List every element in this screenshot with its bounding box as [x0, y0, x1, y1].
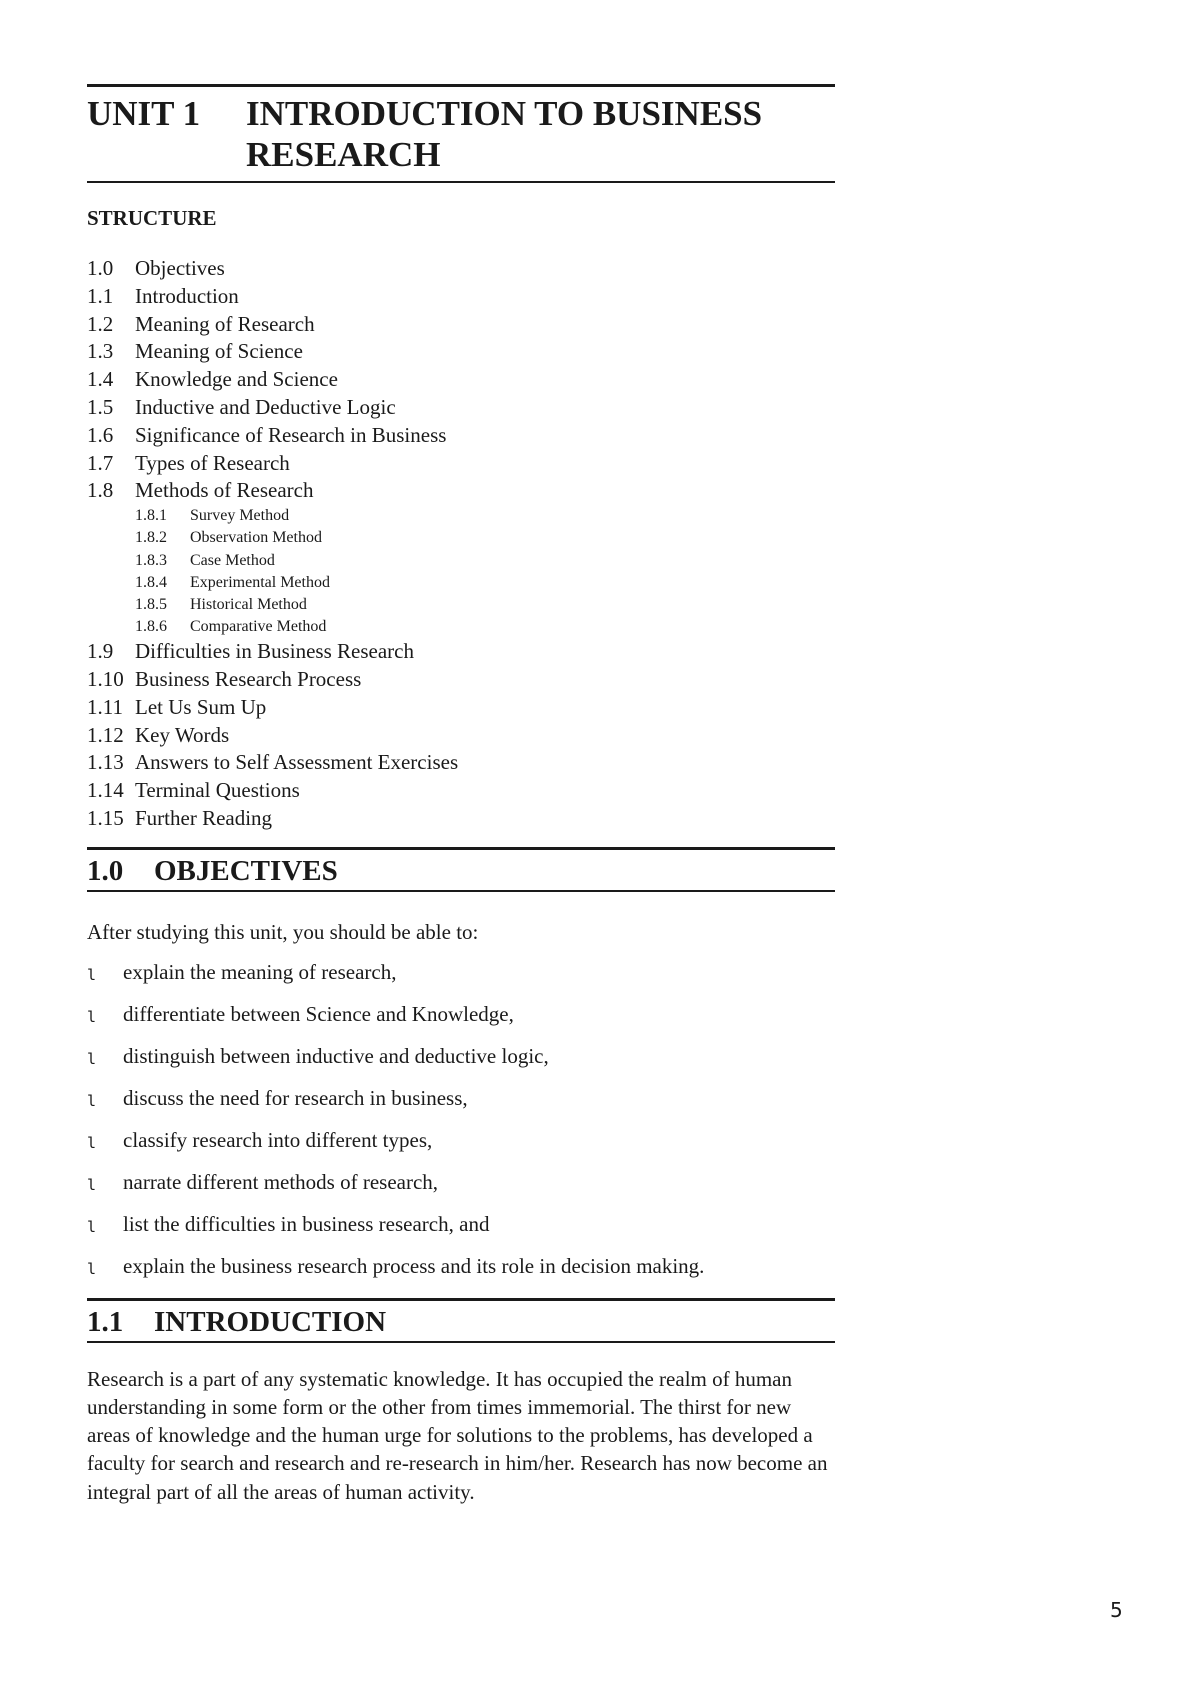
toc-item [87, 722, 835, 750]
toc-item-label: Significance of Research in Business [135, 422, 447, 447]
toc-item-label: Types of Research [135, 450, 290, 475]
introduction-bottom-rule [87, 1341, 835, 1343]
unit-title-line-2: RESEARCH [246, 135, 441, 174]
objective-text: distinguish between inductive and deductive logic, [123, 1043, 549, 1068]
objectives-number: 1.0 [87, 854, 124, 887]
toc-item-number: 1.3 [87, 339, 114, 364]
toc-item-label: Terminal Questions [135, 778, 300, 803]
document-page [87, 84, 835, 1506]
toc-subitem [135, 572, 835, 594]
toc-item [87, 666, 835, 694]
toc-item-number: 1.15 [87, 806, 124, 831]
bullet-icon: l [87, 1259, 97, 1278]
toc-subitem-label: Experimental Method [190, 573, 330, 591]
objective-item [87, 1042, 835, 1084]
toc-item-number: 1.6 [87, 422, 114, 447]
toc-item-label: Objectives [135, 256, 225, 280]
toc-subitem-number: 1.8.3 [135, 551, 167, 569]
toc-item-number: 1.7 [87, 450, 114, 475]
toc-item [87, 422, 835, 450]
toc-subitem-label: Comparative Method [190, 618, 327, 636]
toc-item [87, 777, 835, 805]
toc-item-number: 1.1 [87, 283, 114, 308]
objective-item [87, 958, 835, 1000]
unit-title-line-1: INTRODUCTION TO BUSINESS [246, 94, 763, 133]
toc-subitem-number: 1.8.5 [135, 595, 167, 613]
toc-item [87, 805, 835, 833]
toc-subitem-number: 1.8.1 [135, 507, 167, 525]
introduction-paragraph: Research is a part of any systematic knowledge. It has occupied the realm of human understanding in some form or the other from times immemorial. The thirst for new areas of knowledge and the human urge for solutions to the problems, has developed a faculty for search and research and re-research in him/her. Research has now become an integral part of all the areas of human activity. [87, 1366, 828, 1504]
toc-item-number: 1.13 [87, 750, 124, 775]
objective-text: differentiate between Science and Knowledge, [123, 1001, 514, 1026]
toc-item-number: 1.2 [87, 311, 114, 336]
objectives-list [87, 958, 835, 1294]
toc-item-number: 1.5 [87, 394, 114, 419]
bullet-icon: l [87, 1049, 97, 1068]
toc-subitem-label: Observation Method [190, 529, 322, 547]
toc-item-number: 1.10 [87, 667, 124, 692]
objectives-title: OBJECTIVES [154, 854, 338, 887]
bullet-icon: l [87, 1217, 97, 1236]
toc-item-number: 1.4 [87, 367, 114, 392]
toc-item [87, 255, 835, 283]
toc-subitem-label: Survey Method [190, 507, 290, 525]
toc-item-label: Difficulties in Business Research [135, 639, 414, 664]
introduction-section-header [87, 1298, 835, 1343]
toc-item-label: Let Us Sum Up [135, 694, 267, 719]
page-number: 5 [1110, 1598, 1123, 1622]
toc-item-label: Inductive and Deductive Logic [135, 394, 396, 419]
bullet-icon: l [87, 1175, 97, 1194]
objective-text: narrate different methods of research, [123, 1169, 439, 1194]
objective-item [87, 1126, 835, 1168]
objectives-intro: After studying this unit, you should be able to: [87, 919, 479, 944]
toc-subitem [135, 594, 835, 616]
toc-item-label: Introduction [135, 283, 239, 308]
toc-item-label: Further Reading [135, 806, 273, 831]
toc-item-label: Meaning of Science [135, 339, 303, 364]
toc-subitem-label: Case Method [190, 551, 275, 569]
objective-text: discuss the need for research in business, [123, 1085, 468, 1110]
structure-heading: STRUCTURE [87, 206, 217, 230]
objective-item [87, 1000, 835, 1042]
toc-item-label: Knowledge and Science [135, 367, 338, 392]
toc-item-number: 1.9 [87, 639, 114, 664]
toc-item [87, 450, 835, 478]
objective-item [87, 1084, 835, 1126]
toc-item-label: Key Words [135, 722, 230, 747]
bullet-icon: l [87, 1091, 97, 1110]
objectives-section-header [87, 847, 835, 892]
bullet-icon: l [87, 965, 97, 984]
toc-item-label: Business Research Process [135, 667, 362, 692]
unit-number: UNIT 1 [87, 94, 201, 133]
toc-item [87, 749, 835, 777]
toc-subitem-number: 1.8.4 [135, 573, 167, 591]
bullet-icon: l [87, 1133, 97, 1152]
toc-subitem [135, 550, 835, 572]
toc-item [87, 366, 835, 394]
toc-item [87, 477, 835, 505]
introduction-title: INTRODUCTION [154, 1305, 387, 1338]
objective-item [87, 1168, 835, 1210]
toc-item-number: 1.14 [87, 778, 124, 803]
toc-item [87, 694, 835, 722]
toc-subitem-number: 1.8.2 [135, 529, 167, 547]
objective-text: list the difficulties in business research, and [123, 1211, 490, 1236]
toc-item [87, 283, 835, 311]
toc-item-number: 1.0 [87, 256, 114, 280]
toc-item [87, 638, 835, 666]
objectives-bottom-rule [87, 890, 835, 892]
toc-subitem-label: Historical Method [190, 595, 307, 613]
objective-item [87, 1252, 835, 1294]
toc-item [87, 311, 835, 339]
toc-item-number: 1.11 [87, 694, 123, 719]
objective-text: classify research into different types, [123, 1127, 433, 1152]
title-bottom-rule [87, 181, 835, 183]
objective-item [87, 1210, 835, 1252]
toc-subitem [135, 527, 835, 549]
toc-subitem [135, 616, 835, 638]
toc-item [87, 338, 835, 366]
bullet-icon: l [87, 1007, 97, 1026]
introduction-number: 1.1 [87, 1305, 124, 1338]
toc-subitem-number: 1.8.6 [135, 618, 167, 636]
objective-text: explain the business research process and its role in decision making. [123, 1253, 705, 1278]
toc-item-label: Meaning of Research [135, 311, 315, 336]
objective-text: explain the meaning of research, [123, 959, 397, 984]
toc-subitem [135, 505, 835, 527]
toc-item-number: 1.8 [87, 478, 114, 503]
toc-item-label: Answers to Self Assessment Exercises [135, 750, 459, 775]
toc-item [87, 394, 835, 422]
toc-item-number: 1.12 [87, 722, 124, 747]
table-of-contents [87, 255, 835, 833]
unit-title [87, 87, 835, 181]
toc-item-label: Methods of Research [135, 478, 314, 503]
